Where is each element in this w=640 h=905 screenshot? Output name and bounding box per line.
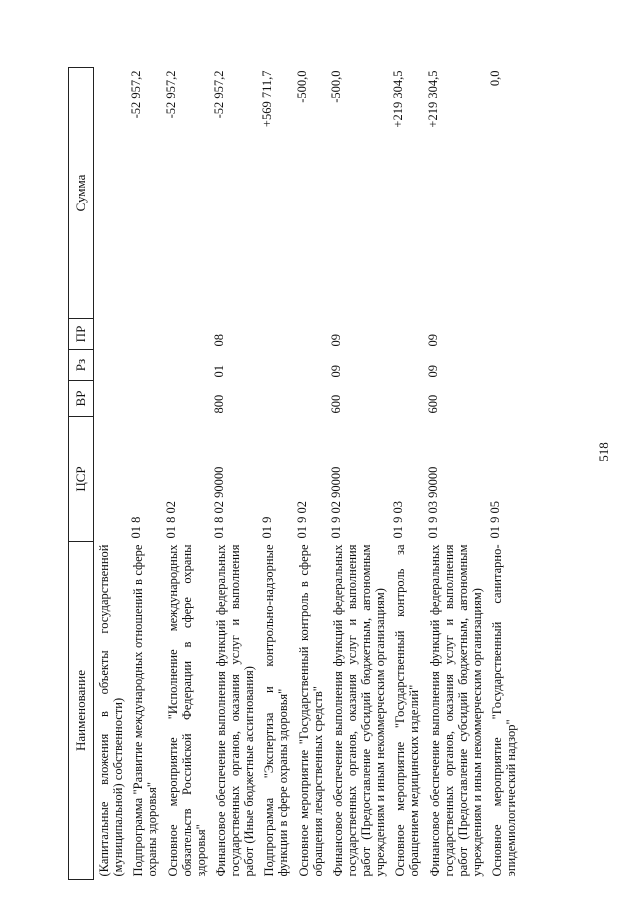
row-name: Основное мероприятие "Государственный контроль за обращением медицинских изделий" bbox=[393, 544, 422, 877]
row-sum: -500,0 bbox=[328, 70, 343, 103]
header-vr: ВР bbox=[69, 381, 94, 417]
row-sum: +569 711,7 bbox=[260, 70, 275, 128]
row-pr: 09 bbox=[425, 334, 440, 347]
row-csr: 01 9 02 90000 bbox=[328, 466, 343, 539]
table-row bbox=[390, 68, 424, 880]
row-pr bbox=[128, 319, 162, 350]
row-sum bbox=[94, 68, 129, 319]
row-sum: -52 957,2 bbox=[129, 70, 144, 119]
row-pr bbox=[163, 319, 211, 350]
row-csr: 01 9 03 90000 bbox=[425, 466, 440, 539]
row-csr: 01 8 bbox=[129, 516, 144, 539]
row-vr bbox=[390, 381, 424, 417]
row-csr bbox=[94, 417, 129, 542]
row-sum: 0,0 bbox=[488, 70, 502, 87]
row-sum: -52 957,2 bbox=[163, 70, 178, 119]
row-vr bbox=[487, 381, 521, 417]
row-pr: 09 bbox=[328, 334, 343, 347]
row-sum: +219 304,5 bbox=[391, 70, 406, 128]
row-vr: 600 bbox=[425, 394, 440, 414]
table-body bbox=[94, 68, 522, 880]
budget-table bbox=[68, 67, 521, 880]
row-sum: -500,0 bbox=[294, 70, 309, 103]
row-name: Основное мероприятие "Государственный контроль в сфере обращения лекарственных средств" bbox=[296, 544, 325, 877]
row-rz: 09 bbox=[328, 365, 343, 378]
row-rz: 01 bbox=[211, 365, 226, 378]
row-sum: +219 304,5 bbox=[425, 70, 440, 128]
row-name: Финансовое обеспечение выполнения функций федеральных государственных органов, оказания услуг и выполнения работ (Предоставление субсидий бюджетным, автономным учреждениям и иным некоммерческим организациям) bbox=[330, 544, 388, 877]
table-row bbox=[211, 68, 259, 880]
row-name: Основное мероприятие "Государственный санитарно-эпидемиологический надзор" bbox=[490, 544, 519, 877]
row-pr bbox=[94, 319, 129, 350]
rotated-page-content bbox=[68, 68, 610, 880]
row-csr: 01 9 02 bbox=[294, 501, 309, 539]
row-rz bbox=[163, 350, 211, 381]
table-row bbox=[425, 68, 488, 880]
row-name: Подпрограмма "Экспертиза и контрольно-надзорные функции в сфере охраны здоровья" bbox=[262, 544, 291, 877]
row-name: Основное мероприятие "Исполнение международных обязательств Российской Федерации в сфере охраны здоровья" bbox=[165, 544, 208, 877]
row-vr bbox=[94, 381, 129, 417]
header-name: Наименование bbox=[69, 542, 94, 880]
table-row bbox=[128, 68, 162, 880]
row-name: (Капитальные вложения в объекты государственной (муниципальной) собственности) bbox=[97, 544, 126, 877]
table-header-row bbox=[69, 68, 94, 880]
row-rz bbox=[259, 350, 293, 381]
row-pr bbox=[487, 319, 521, 350]
row-vr bbox=[128, 381, 162, 417]
row-name: Подпрограмма "Развитие международных отношений в сфере охраны здоровья" bbox=[131, 544, 160, 877]
header-sum: Сумма bbox=[69, 68, 94, 319]
row-pr bbox=[259, 319, 293, 350]
row-name: Финансовое обеспечение выполнения функций федеральных государственных органов, оказания услуг и выполнения работ (Иные бюджетные ассигнования) bbox=[213, 544, 257, 877]
row-csr: 01 8 02 90000 bbox=[211, 466, 226, 539]
row-rz: 09 bbox=[425, 365, 440, 378]
table-row bbox=[94, 68, 129, 880]
row-csr: 01 9 05 bbox=[488, 501, 502, 539]
row-pr bbox=[294, 319, 328, 350]
table-row bbox=[163, 68, 211, 880]
row-name: Финансовое обеспечение выполнения функций федеральных государственных органов, оказания услуг и выполнения работ (Предоставление субсидий бюджетным, автономным учреждениям и иным некоммерческим организациям) bbox=[427, 544, 484, 877]
row-vr: 800 bbox=[211, 394, 226, 414]
row-pr: 08 bbox=[211, 334, 226, 347]
row-rz bbox=[294, 350, 328, 381]
row-vr bbox=[259, 381, 293, 417]
row-sum: -52 957,2 bbox=[211, 70, 226, 119]
row-csr: 01 9 bbox=[260, 516, 275, 539]
row-csr: 01 9 03 bbox=[391, 501, 406, 539]
table-row bbox=[294, 68, 328, 880]
row-csr: 01 8 02 bbox=[163, 501, 178, 539]
row-vr: 600 bbox=[328, 394, 343, 414]
header-rz: Рз bbox=[69, 350, 94, 381]
row-pr bbox=[390, 319, 424, 350]
row-vr bbox=[294, 381, 328, 417]
row-rz bbox=[390, 350, 424, 381]
row-rz bbox=[94, 350, 129, 381]
page-number: 518 bbox=[596, 442, 611, 462]
table-row bbox=[259, 68, 293, 880]
header-pr: ПР bbox=[69, 319, 94, 350]
row-rz bbox=[128, 350, 162, 381]
header-csr: ЦСР bbox=[69, 417, 94, 542]
row-rz bbox=[487, 350, 521, 381]
table-row bbox=[328, 68, 391, 880]
row-vr bbox=[163, 381, 211, 417]
table-row bbox=[487, 68, 521, 880]
